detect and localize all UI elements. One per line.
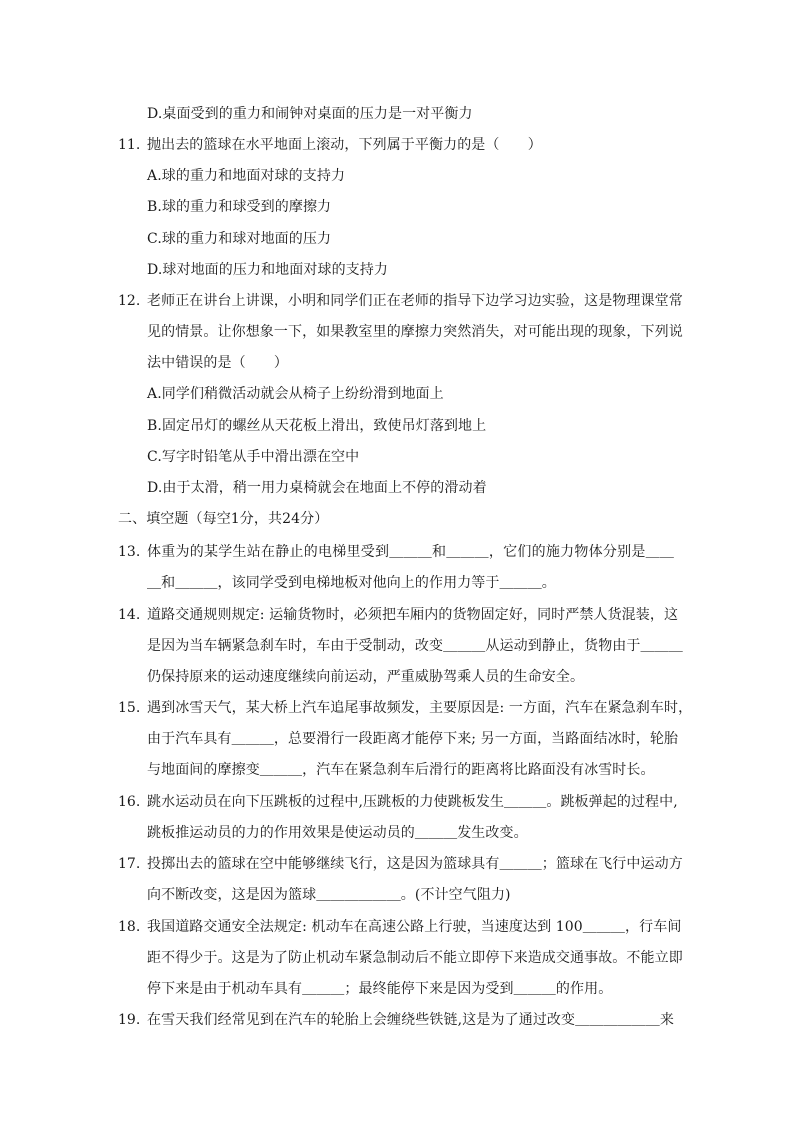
q12-stem-line1: 老师正在讲台上讲课，小明和同学们正在老师的指导下边学习边实验，这是物理课堂常 xyxy=(147,293,683,309)
q13-line2: ＿和＿＿＿，该同学受到电梯地板对他向上的作用力等于＿＿＿。 xyxy=(147,575,556,591)
q15-line1: 遇到冰雪天气，某大桥上汽车追尾事故频发，主要原因是: 一方面，汽车在紧急刹车时， xyxy=(147,700,693,716)
q15-number: 15. xyxy=(118,700,141,716)
q18-line2: 距不得少于。这是为了防止机动车紧急制动后不能立即停下来造成交通事故。不能立即 xyxy=(147,950,683,966)
q17-line1: 投掷出去的篮球在空中能够继续飞行，这是因为篮球具有＿＿＿；篮球在飞行中运动方 xyxy=(147,856,683,872)
q14-number: 14. xyxy=(118,607,141,623)
q11-option-d: D.球对地面的压力和地面对球的支持力 xyxy=(147,262,388,278)
q11-option-b: B.球的重力和球受到的摩擦力 xyxy=(147,199,332,215)
q12-number: 12. xyxy=(118,293,141,309)
q12-option-d: D.由于太滑，稍一用力桌椅就会在地面上不停的滑动着 xyxy=(147,480,487,496)
q13-line1: 体重为的某学生站在静止的电梯里受到＿＿＿和＿＿＿，它们的施力物体分别是＿＿ xyxy=(147,544,674,560)
q15-line3: 与地面间的摩擦变＿＿＿，汽车在紧急刹车后滑行的距离将比路面没有冰雪时长。 xyxy=(147,762,655,778)
q12-option-a: A.同学们稍微活动就会从椅子上纷纷滑到地面上 xyxy=(147,386,444,402)
q10-option-d: D.桌面受到的重力和闹钟对桌面的压力是一对平衡力 xyxy=(147,106,473,122)
q18-line1: 我国道路交通安全法规定: 机动车在高速公路上行驶，当速度达到 100＿＿＿，行车间 xyxy=(147,919,682,935)
q11-stem: 抛出去的篮球在水平地面上滚动，下列属于平衡力的是（ ） xyxy=(147,137,542,153)
section-title-fill-in: 二、填空题（每空1分，共24分） xyxy=(118,511,329,527)
q14-line3: 仍保持原来的运动速度继续向前运动，严重威胁驾乘人员的生命安全。 xyxy=(147,669,585,685)
q14-line2: 是因为当车辆紧急刹车时，车由于受制动，改变＿＿＿从运动到静止，货物由于＿＿＿ xyxy=(147,638,683,654)
q11-number: 11. xyxy=(118,137,141,153)
q12-option-c: C.写字时铅笔从手中滑出漂在空中 xyxy=(147,449,360,465)
q11-option-c: C.球的重力和球对地面的压力 xyxy=(147,231,332,247)
q17-number: 17. xyxy=(118,856,141,872)
q12-option-b: B.固定吊灯的螺丝从天花板上滑出，致使吊灯落到地上 xyxy=(147,418,487,434)
q13-number: 13. xyxy=(118,544,141,560)
q16-line2: 跳板推运动员的力的作用效果是使运动员的＿＿＿发生改变。 xyxy=(147,825,528,841)
q19-line1: 在雪天我们经常见到在汽车的轮胎上会缠绕些铁链,这是为了通过改变＿＿＿＿＿＿来 xyxy=(147,1012,674,1028)
q12-stem-line2: 见的情景。让你想象一下，如果教室里的摩擦力突然消失，对可能出现的现象，下列说 xyxy=(147,324,683,340)
q16-line1: 跳水运动员在向下压跳板的过程中,压跳板的力使跳板发生＿＿＿。跳板弹起的过程中, xyxy=(147,794,678,810)
q18-number: 18. xyxy=(118,919,141,935)
q16-number: 16. xyxy=(118,794,141,810)
q12-stem-line3: 法中错误的是（ ） xyxy=(147,355,288,371)
q17-line2: 向不断改变，这是因为篮球＿＿＿＿＿＿。(不计空气阻力) xyxy=(147,887,511,903)
q11-option-a: A.球的重力和地面对球的支持力 xyxy=(147,168,346,184)
q15-line2: 由于汽车具有＿＿＿，总要滑行一段距离才能停下来; 另一方面，当路面结冰时，轮胎 xyxy=(147,731,679,747)
q18-line3: 停下来是由于机动车具有＿＿＿；最终能停下来是因为受到＿＿＿的作用。 xyxy=(147,981,613,997)
q14-line1: 道路交通规则规定: 运输货物时，必须把车厢内的货物固定好，同时严禁人货混装，这 xyxy=(147,607,679,623)
q19-number: 19. xyxy=(118,1012,141,1028)
